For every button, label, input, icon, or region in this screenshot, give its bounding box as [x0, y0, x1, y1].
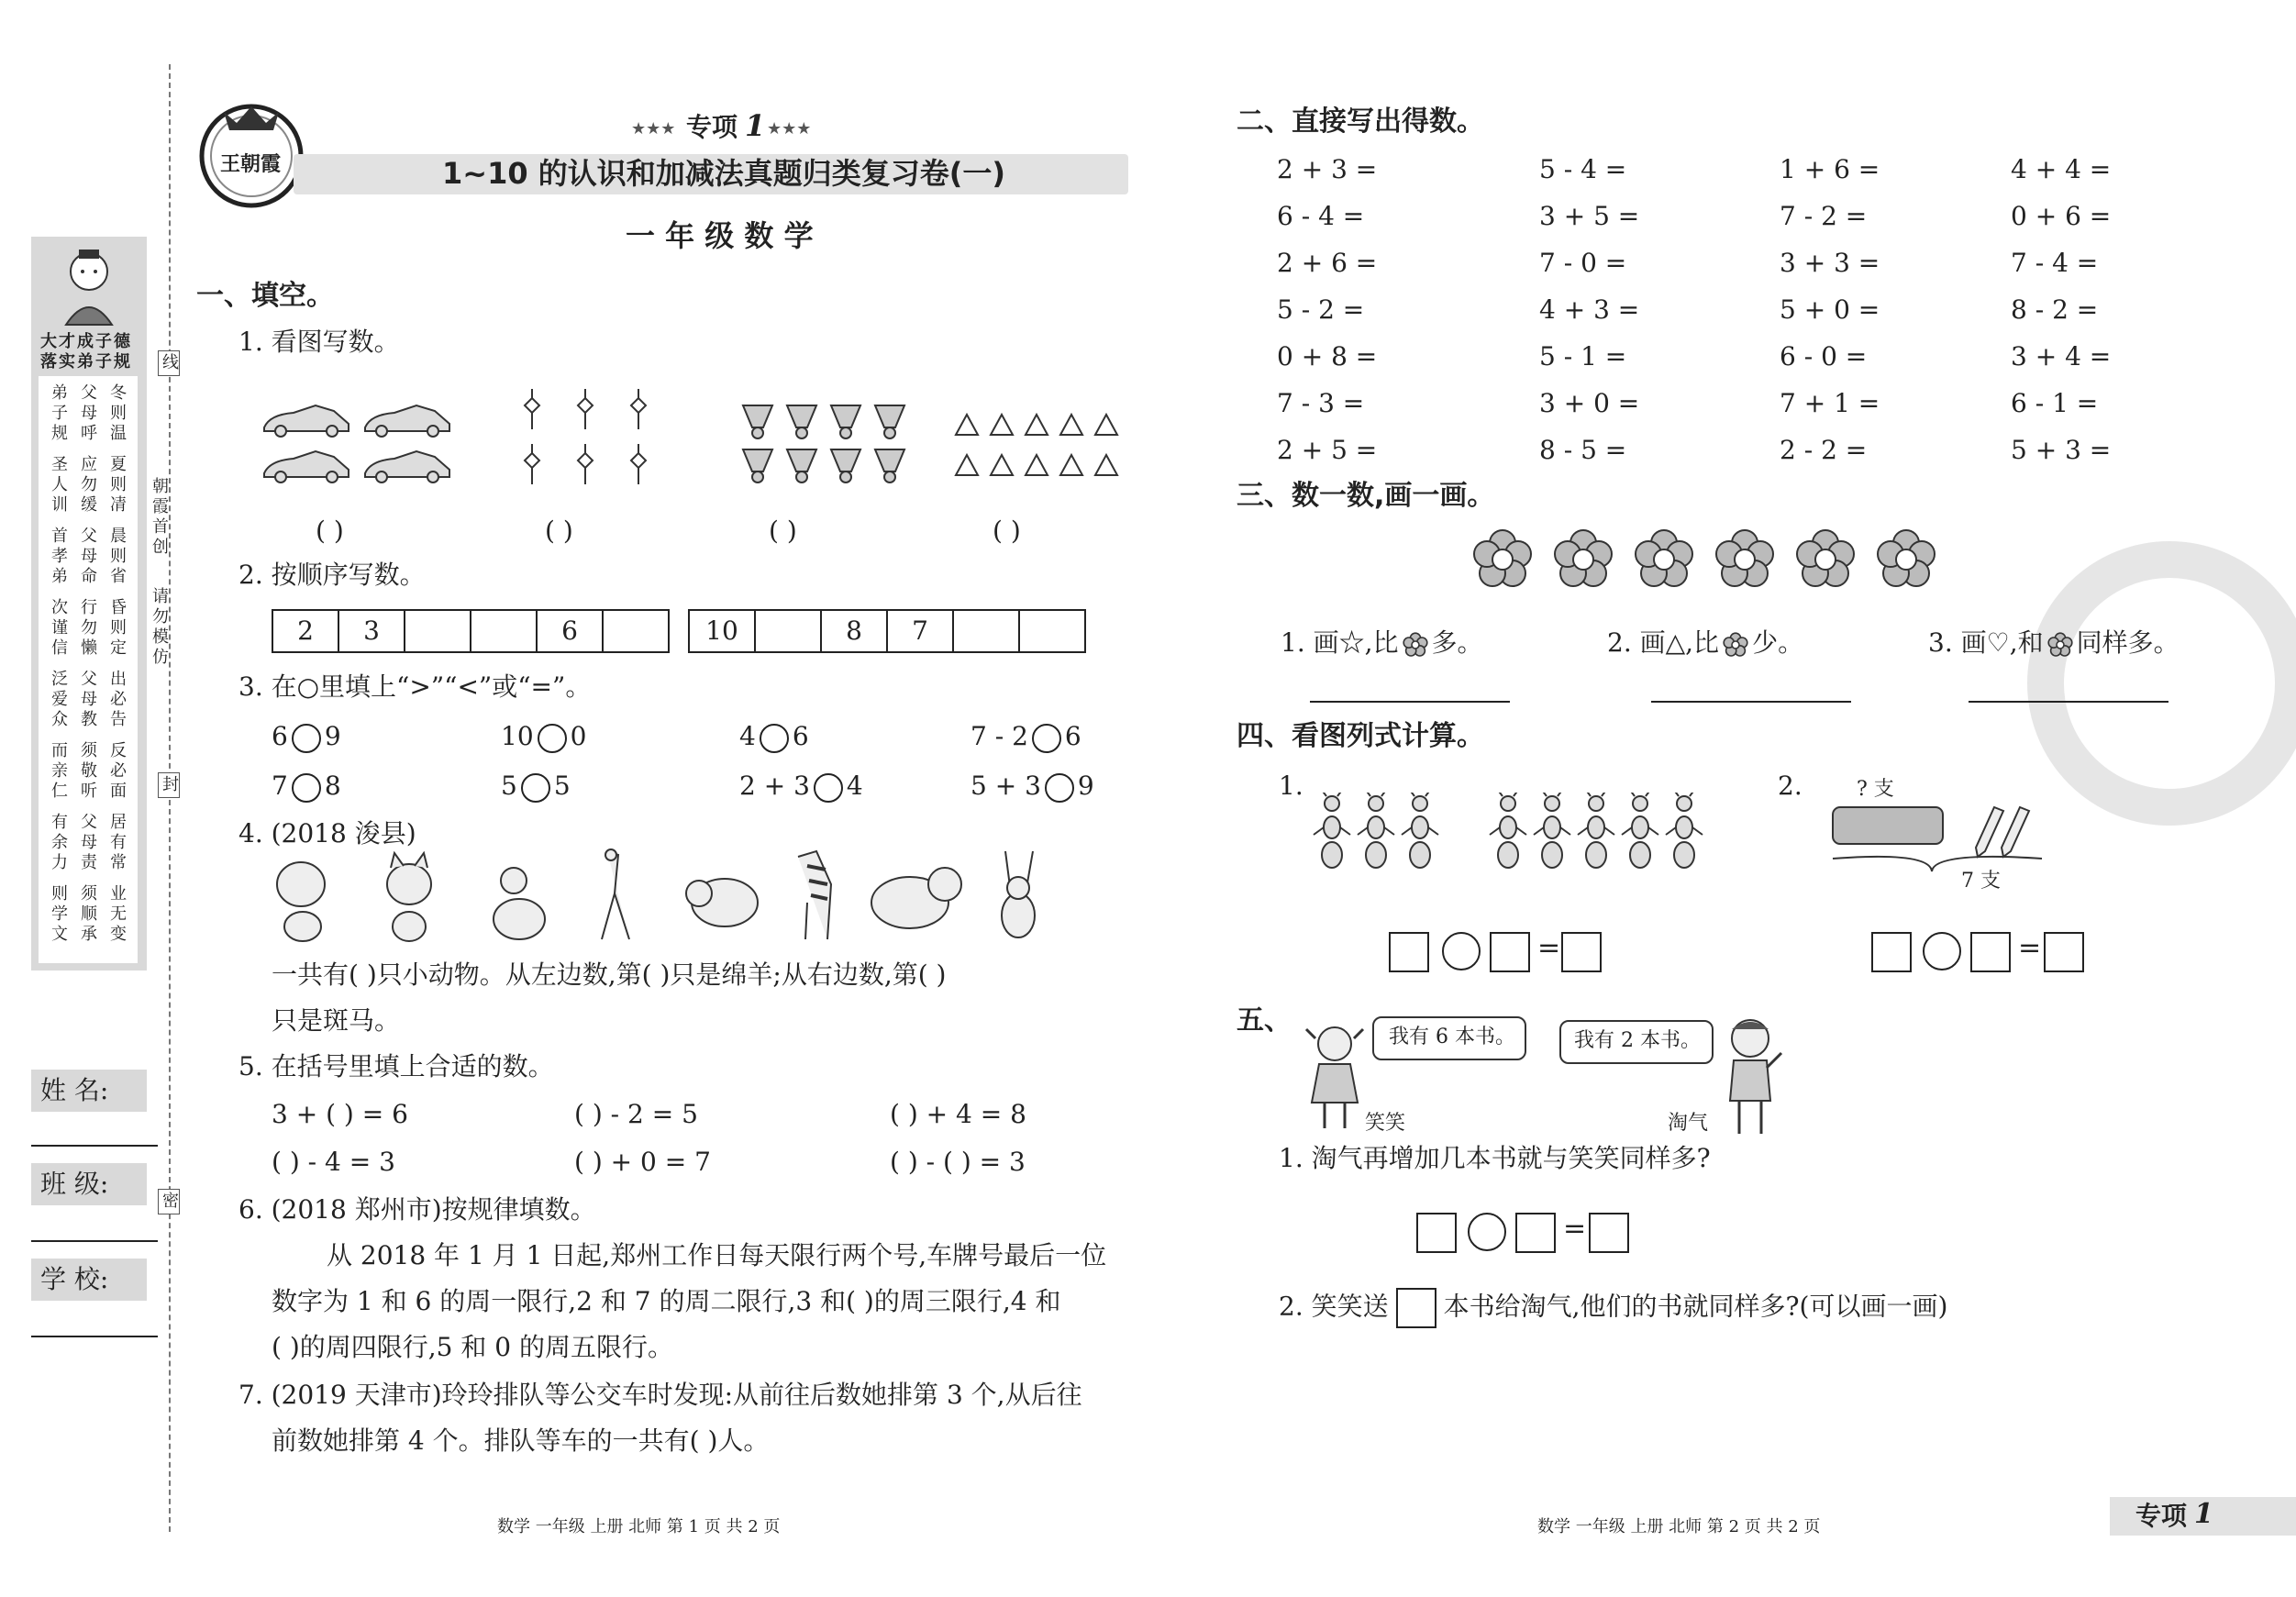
calc-item[interactable]: 0 + 8 =	[1277, 341, 1378, 372]
calc-item[interactable]: 6 - 1 =	[2011, 388, 2099, 418]
q1-prompt: 1. 看图写数。	[238, 327, 400, 357]
side-mark-origin: 朝霞首创	[150, 477, 169, 558]
calc-item[interactable]: 2 + 3 =	[1277, 154, 1378, 184]
brand-logo-text: 王朝霞	[220, 152, 282, 176]
sidebar-column: 出必告	[107, 670, 127, 730]
header-badge-number: 1	[745, 108, 766, 143]
fill-blank-equation[interactable]: ( ) - ( ) = 3	[890, 1147, 1026, 1177]
q5-prompt: 5. 在括号里填上合适的数。	[238, 1051, 554, 1081]
fill-blank-equation[interactable]: 3 + ( ) = 6	[272, 1099, 408, 1129]
sidebar-motto-2: 落实弟子规	[40, 352, 132, 372]
compare-item: 4 6	[739, 721, 809, 751]
calc-item[interactable]: 5 - 2 =	[1277, 294, 1365, 325]
s3-answer-line-1[interactable]	[1310, 701, 1510, 703]
q1-answer-triangles[interactable]: ( )	[993, 516, 1021, 546]
sequence-cell[interactable]: 10	[690, 611, 756, 651]
calc-item[interactable]: 2 + 6 =	[1277, 248, 1378, 278]
boy-name-label: 淘气	[1668, 1112, 1709, 1135]
sidebar-text-box	[39, 376, 138, 963]
car-icons	[261, 400, 453, 492]
left-footer: 数学 一年级 上册 北师 第 1 页 共 2 页	[497, 1517, 781, 1536]
compare-item: 6 9	[272, 721, 341, 751]
sequence-cell[interactable]: 8	[822, 611, 888, 651]
side-mark-line: 线	[158, 350, 180, 376]
equation-box[interactable]	[1871, 932, 1912, 972]
sidebar-column: 夏则凊	[107, 455, 127, 516]
sidebar-column: 须敬听	[78, 741, 97, 802]
calc-item[interactable]: 1 + 6 =	[1780, 154, 1880, 184]
sidebar-column: 晨则省	[107, 527, 127, 587]
calc-item[interactable]: 7 - 4 =	[2011, 248, 2099, 278]
sidebar-column: 父母呼	[78, 383, 97, 444]
compare-circle[interactable]	[814, 773, 843, 803]
equation-box[interactable]	[1416, 1213, 1457, 1253]
sidebar-column: 次谨信	[49, 598, 68, 659]
calc-item[interactable]: 6 - 4 =	[1277, 201, 1365, 231]
sidebar-column: 应勿缓	[78, 455, 97, 516]
header-stars-right: ★★★	[767, 119, 812, 139]
binding-line	[169, 64, 171, 1532]
sidebar-column: 反必面	[107, 741, 127, 802]
compare-circle[interactable]	[1045, 773, 1074, 803]
corner-badge-number: 1	[2194, 1498, 2213, 1530]
compare-circle[interactable]	[1032, 724, 1061, 753]
ant-icons	[1312, 793, 1715, 875]
calc-item[interactable]: 3 + 0 =	[1539, 388, 1640, 418]
flower-icon	[1719, 630, 1752, 660]
section-4-heading: 四、看图列式计算。	[1237, 720, 1484, 752]
compare-item: 7 - 2 6	[971, 721, 1081, 751]
s3-q1: 1. 画☆,比 多。	[1281, 627, 1483, 658]
calc-item[interactable]: 3 + 5 =	[1539, 201, 1640, 231]
q6-prompt: 6. (2018 郑州市)按规律填数。	[238, 1194, 596, 1225]
section-5-heading: 五、	[1237, 1004, 1292, 1037]
header-badge: 专项	[686, 112, 738, 142]
calc-item[interactable]: 2 - 2 =	[1780, 435, 1868, 465]
corner-badge: 专项	[2135, 1501, 2188, 1531]
s4-item-2-number: 2.	[1778, 771, 1802, 801]
sidebar-column: 圣人训	[49, 455, 68, 516]
calc-item[interactable]: 2 + 5 =	[1277, 435, 1378, 465]
sidebar-column: 昏则定	[107, 598, 127, 659]
s4-item-1-number: 1.	[1279, 771, 1303, 801]
page-subtitle: 一 年 级 数 学	[626, 218, 814, 253]
sequence-cell[interactable]: 2	[273, 611, 339, 651]
chinese-knot-icons	[514, 385, 660, 495]
pencil-unknown-label: ? 支	[1857, 778, 1894, 801]
calc-item[interactable]: 3 + 4 =	[2011, 341, 2112, 372]
triangle-icons	[954, 411, 1128, 481]
compare-circle[interactable]	[538, 724, 567, 753]
s3-answer-line-2[interactable]	[1651, 701, 1851, 703]
side-mark-noimitate: 请勿模仿	[150, 587, 169, 668]
calc-item[interactable]: 5 - 4 =	[1539, 154, 1627, 184]
compare-item: 2 + 3 4	[739, 771, 863, 801]
sequence-cell[interactable]: 7	[888, 611, 954, 651]
sidebar-column: 行勿懒	[78, 598, 97, 659]
q2-prompt: 2. 按顺序写数。	[238, 560, 426, 590]
equation-box[interactable]	[1490, 932, 1530, 972]
calc-item[interactable]: 7 - 3 =	[1277, 388, 1365, 418]
sidebar-column: 父母责	[78, 813, 97, 873]
compare-circle[interactable]	[292, 724, 321, 753]
compare-item: 5 5	[501, 771, 571, 801]
compare-circle[interactable]	[760, 724, 789, 753]
sequence-cell[interactable]	[471, 611, 538, 651]
equation-box[interactable]	[1389, 932, 1429, 972]
calc-grid	[1277, 154, 2112, 475]
equation-box[interactable]	[2044, 932, 2084, 972]
boy-icon	[1714, 1016, 1787, 1139]
calc-item[interactable]: 3 + 3 =	[1780, 248, 1880, 278]
q1-answer-cars[interactable]: ( )	[316, 516, 344, 546]
q6-line-1: 从 2018 年 1 月 1 日起,郑州工作日每天限行两个号,车牌号最后一位	[327, 1240, 1107, 1270]
girl-name-label: 笑笑	[1365, 1112, 1406, 1135]
equation-box[interactable]	[1561, 932, 1602, 972]
section-1-heading: 一、填空。	[196, 280, 334, 312]
q1-answer-knots[interactable]: ( )	[545, 516, 573, 546]
compare-item: 7 8	[272, 771, 341, 801]
mascot-icon	[59, 244, 119, 328]
equation-box[interactable]	[1589, 1213, 1629, 1253]
section-3-heading: 三、数一数,画一画。	[1237, 480, 1495, 512]
calc-item[interactable]: 7 + 1 =	[1780, 388, 1880, 418]
shuttlecock-icons	[739, 402, 914, 490]
name-label: 姓 名:	[40, 1075, 109, 1105]
sequence-cell[interactable]	[604, 611, 668, 651]
equals-sign: =	[2018, 932, 2042, 964]
watermark-seal	[2027, 541, 2296, 826]
compare-circle[interactable]	[292, 773, 321, 803]
s3-q2: 2. 画△,比 少。	[1607, 627, 1804, 658]
sidebar-column: 弟子规	[49, 383, 68, 444]
speech-bubble-1-text: 我有 6 本书。	[1389, 1026, 1515, 1048]
side-mark-secret: 密	[158, 1189, 180, 1214]
calc-item[interactable]: 8 - 2 =	[2011, 294, 2099, 325]
equation-operator-circle[interactable]	[1923, 932, 1961, 970]
sequence-row-1	[272, 609, 670, 653]
equation-operator-circle[interactable]	[1442, 932, 1481, 970]
s3-answer-line-3[interactable]	[1969, 701, 2168, 703]
q3-prompt: 3. 在○里填上“>”“<”或“=”。	[238, 671, 592, 702]
sequence-row-2	[688, 609, 1086, 653]
header-stars-left: ★★★	[631, 119, 676, 139]
q6-line-2: 数字为 1 和 6 的周一限行,2 和 7 的周二限行,3 和( )的周三限行,4 和	[272, 1286, 1061, 1316]
q4-prompt: 4. (2018 浚县)	[238, 818, 416, 848]
calc-item[interactable]: 6 - 0 =	[1780, 341, 1868, 372]
sidebar-column: 须顺承	[78, 884, 97, 945]
sequence-cell[interactable]	[954, 611, 1020, 651]
fill-blank-equation[interactable]: ( ) + 0 = 7	[574, 1147, 711, 1177]
sidebar-column: 父母命	[78, 527, 97, 587]
compare-item: 5 + 3 9	[971, 771, 1094, 801]
flower-icon	[1399, 630, 1432, 660]
right-footer: 数学 一年级 上册 北师 第 2 页 共 2 页	[1537, 1517, 1821, 1536]
calc-item[interactable]: 4 + 4 =	[2011, 154, 2112, 184]
equation-box[interactable]	[1970, 932, 2011, 972]
flower-icon	[2044, 630, 2077, 660]
equals-sign: =	[1563, 1213, 1587, 1245]
equation-box[interactable]	[1515, 1213, 1556, 1253]
compare-circle[interactable]	[521, 773, 550, 803]
fill-blank-equation[interactable]: ( ) + 4 = 8	[890, 1099, 1026, 1129]
animal-icons	[266, 848, 1073, 948]
sidebar-column: 有余力	[49, 813, 68, 873]
sequence-cell[interactable]	[405, 611, 471, 651]
sidebar-column: 父母教	[78, 670, 97, 730]
sidebar-panel	[31, 237, 147, 970]
calc-item[interactable]: 7 - 0 =	[1539, 248, 1627, 278]
calc-item[interactable]: 8 - 5 =	[1539, 435, 1627, 465]
q6-line-3: ( )的周四限行,5 和 0 的周五限行。	[272, 1332, 673, 1362]
flower-icons	[1471, 528, 1939, 593]
section-2-heading: 二、直接写出得数。	[1237, 105, 1484, 138]
s5-q2: 2. 笑笑送 本书给淘气,他们的书就同样多?(可以画一画)	[1279, 1288, 1947, 1328]
fill-blank-equation[interactable]: ( ) - 2 = 5	[574, 1099, 698, 1129]
pencil-total-label: 7 支	[1961, 870, 2001, 893]
equals-sign: =	[1537, 932, 1561, 964]
sidebar-column: 泛爱众	[49, 670, 68, 730]
class-input-line[interactable]	[31, 1240, 158, 1242]
page-title: 1~10 的认识和加减法真题归类复习卷(一)	[442, 156, 1006, 191]
q7-line-1: 7. (2019 天津市)玲玲排队等公交车时发现:从前往后数她排第 3 个,从后往	[238, 1380, 1082, 1410]
sidebar-motto-1: 大才成子德	[40, 332, 132, 351]
girl-icon	[1303, 1024, 1367, 1134]
sequence-cell[interactable]: 3	[339, 611, 405, 651]
side-mark-seal: 封	[158, 772, 180, 798]
calc-item[interactable]: 5 + 3 =	[2011, 435, 2112, 465]
sidebar-column: 则学文	[49, 884, 68, 945]
calc-item[interactable]: 4 + 3 =	[1539, 294, 1640, 325]
calc-item[interactable]: 0 + 6 =	[2011, 201, 2112, 231]
name-input-line[interactable]	[31, 1145, 158, 1147]
calc-item[interactable]: 5 - 1 =	[1539, 341, 1627, 372]
q4-line-2: 只是斑马。	[272, 1005, 401, 1036]
school-input-line[interactable]	[31, 1336, 158, 1337]
sidebar-column: 首孝弟	[49, 527, 68, 587]
sidebar-column: 而亲仁	[49, 741, 68, 802]
calc-item[interactable]: 5 + 0 =	[1780, 294, 1880, 325]
q7-line-2: 前数她排第 4 个。排队等车的一共有( )人。	[272, 1425, 770, 1456]
s5-q2-answer-box[interactable]	[1396, 1288, 1436, 1328]
school-label: 学 校:	[40, 1264, 109, 1294]
speech-bubble-2-text: 我有 2 本书。	[1574, 1029, 1701, 1052]
q1-answer-shuttlecocks[interactable]: ( )	[769, 516, 797, 546]
sequence-cell[interactable]	[756, 611, 822, 651]
sidebar-column: 居有常	[107, 813, 127, 873]
s5-q1: 1. 淘气再增加几本书就与笑笑同样多?	[1279, 1143, 1711, 1173]
s3-q3: 3. 画♡,和 同样多。	[1928, 627, 2180, 658]
sidebar-column: 冬则温	[107, 383, 127, 444]
compare-item: 10 0	[501, 721, 587, 751]
sequence-cell[interactable]	[1020, 611, 1084, 651]
equation-operator-circle[interactable]	[1468, 1213, 1506, 1251]
sequence-cell[interactable]: 6	[538, 611, 604, 651]
pencil-box-icon	[1829, 804, 2049, 877]
q4-line-1: 一共有( )只小动物。从左边数,第( )只是绵羊;从右边数,第( )	[272, 959, 947, 990]
class-label: 班 级:	[40, 1169, 109, 1199]
fill-blank-equation[interactable]: ( ) - 4 = 3	[272, 1147, 395, 1177]
sidebar-column: 业无变	[107, 884, 127, 945]
calc-item[interactable]: 7 - 2 =	[1780, 201, 1868, 231]
